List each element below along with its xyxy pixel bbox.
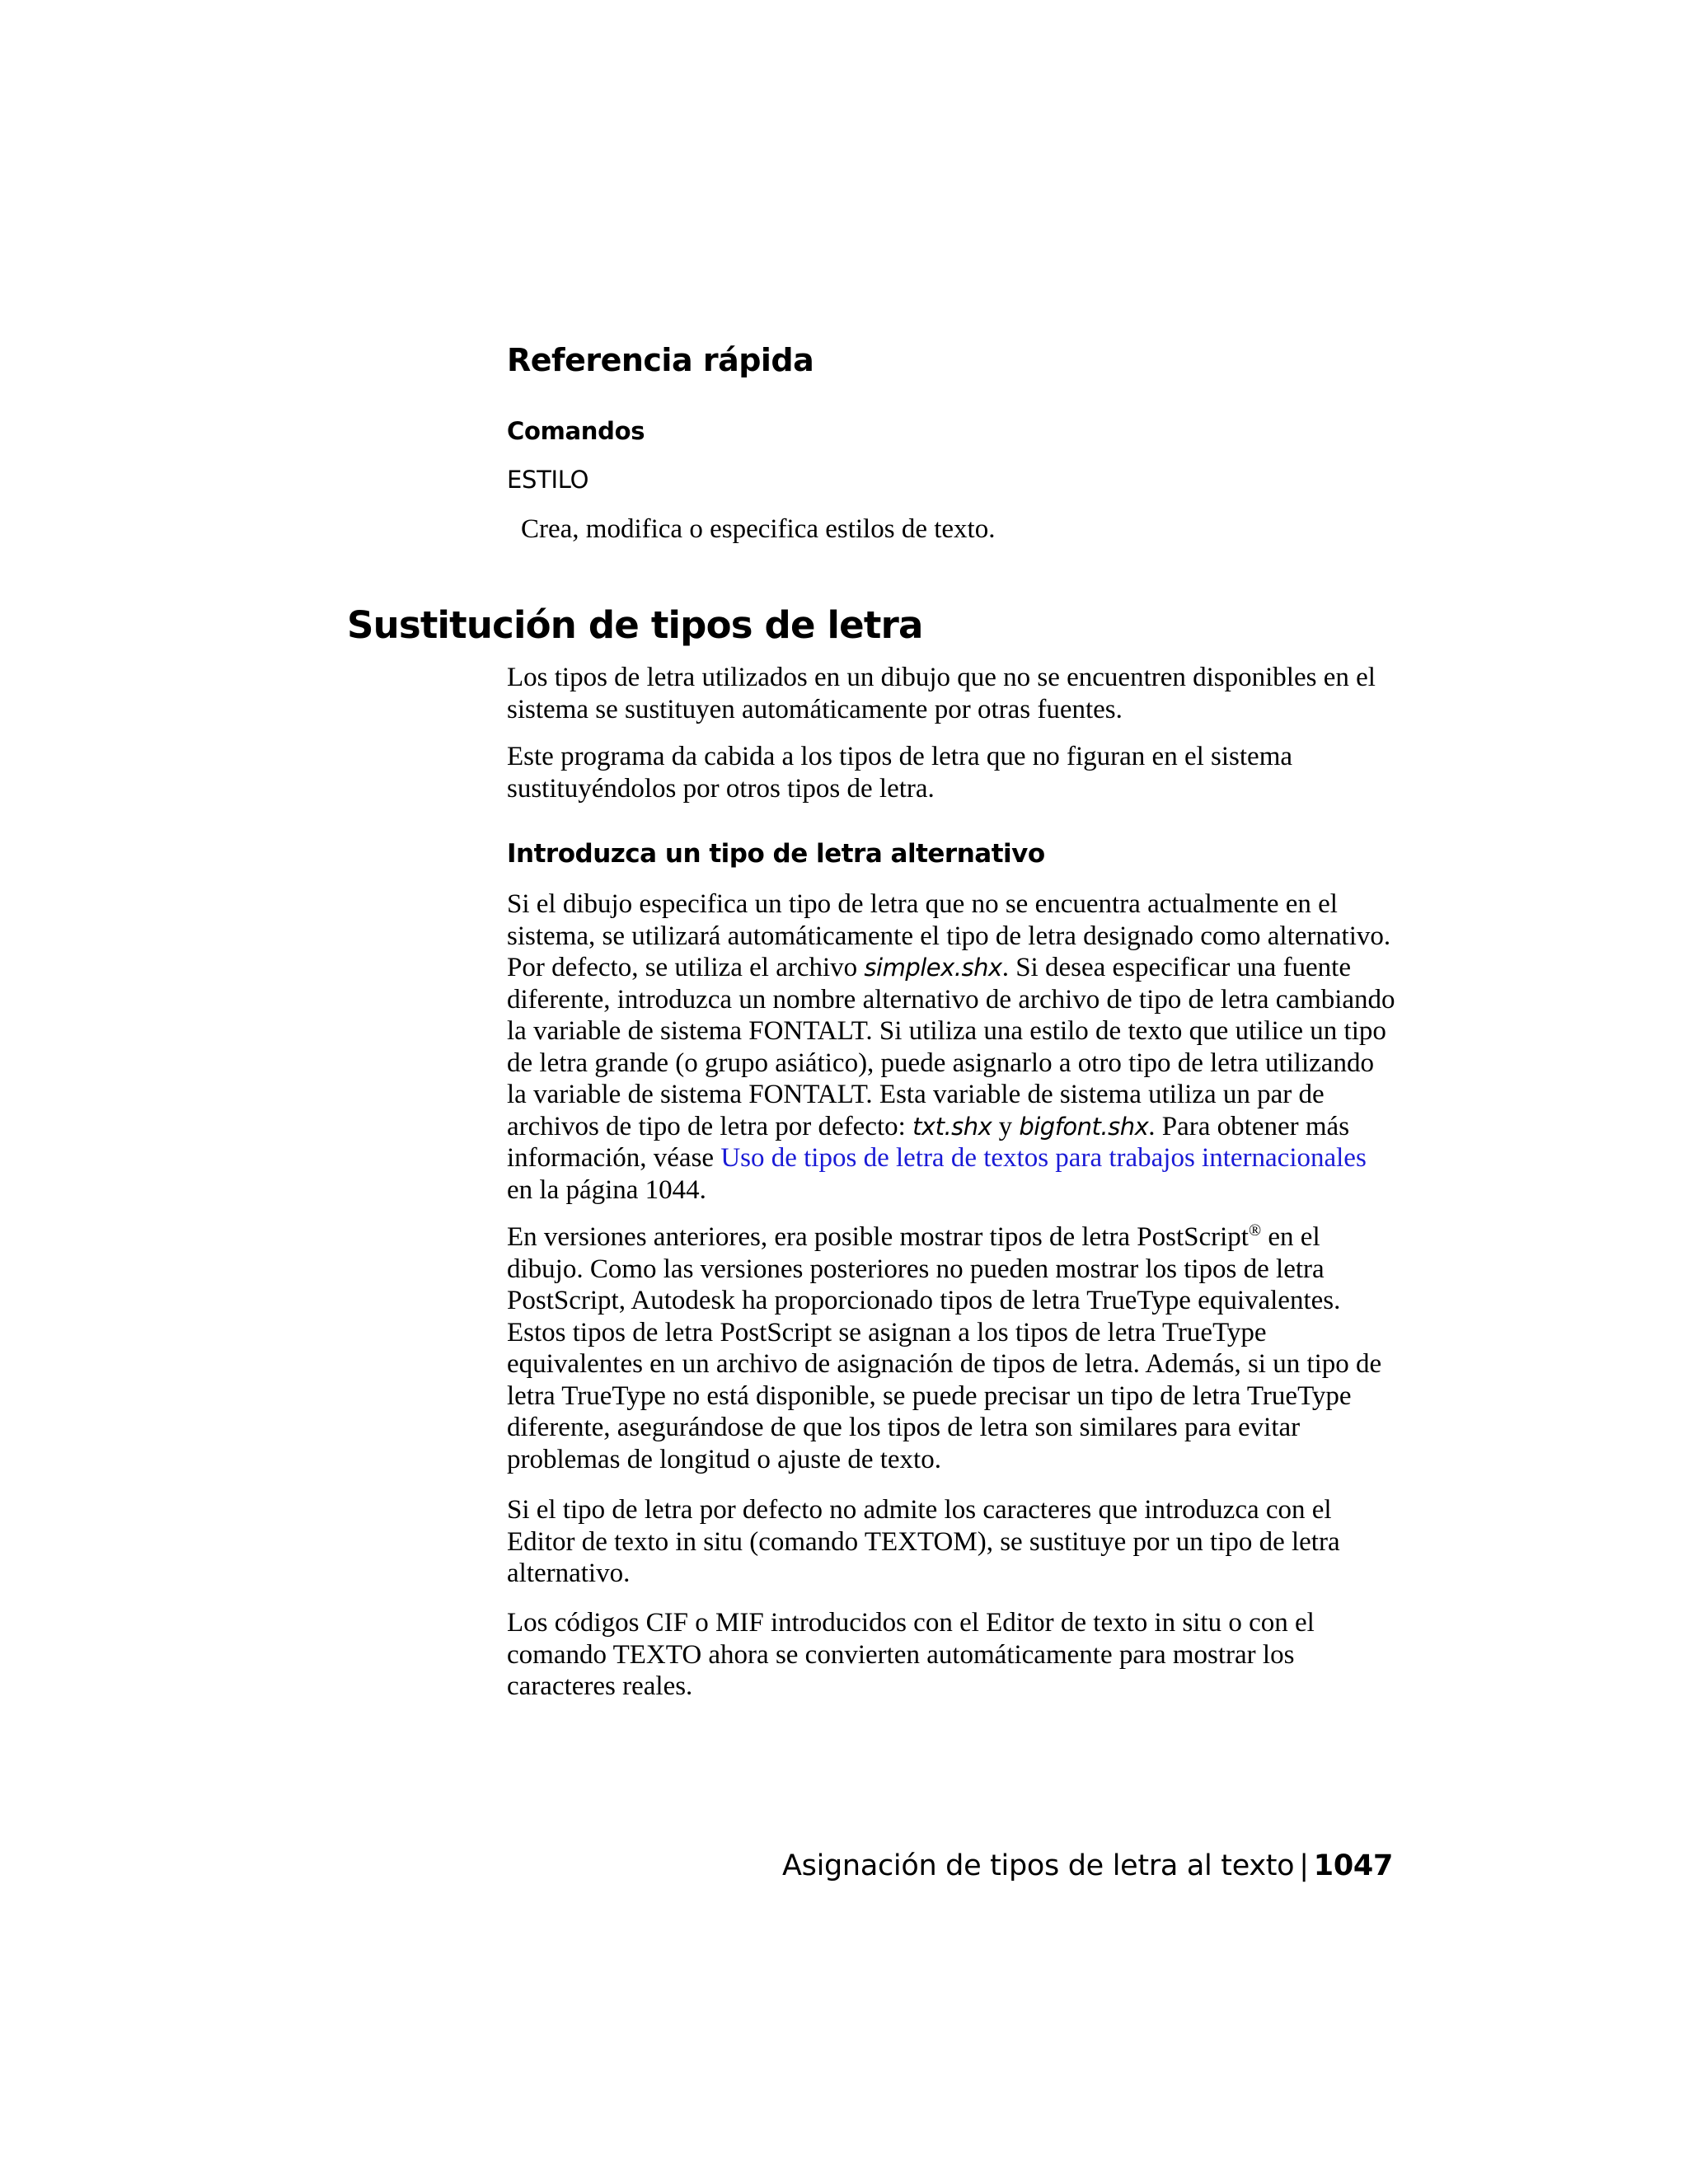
text-run: . Para obtener más información, véase	[507, 1111, 1350, 1173]
cross-reference-link[interactable]: Uso de tipos de letra de textos para trabajos internacionales	[720, 1143, 1367, 1173]
paragraph-intro: Los tipos de letra utilizados en un dibujo que no se encuentren disponibles en el sistema se sustituyen automáticamente por otras fuentes.	[507, 663, 1376, 724]
text-run: . Si desea especificar una fuente diferente, introduzca un nombre alternativo de archivo de tipo de letra cambiando la variable de sistema FONTALT. Si utiliza una estilo de texto que utilice un tipo de letra grande (o grupo asiático), puede asignarlo a otro tipo de letra utilizando la variable de sistema FONTALT. Esta variable de sistema utiliza un par de archivos de tipo de letra por defecto:	[507, 953, 1395, 1141]
page-number: 1047	[1313, 1849, 1393, 1882]
text-run: Si el dibujo especifica un tipo de letra que no se encuentra actualmente en el sistema, se utilizará automáticamente el tipo de letra designado como alternativo. Por defecto, se utiliza el archivo	[507, 889, 1391, 982]
paragraph-alternative-font	[507, 888, 1397, 1206]
command-description: Crea, modifica o especifica estilos de texto.	[521, 514, 996, 544]
paragraph-postscript	[507, 1221, 1397, 1475]
filename-simplex: simplex.shx	[864, 954, 1002, 982]
command-name: ESTILO	[507, 466, 589, 494]
filename-bigfont: bigfont.shx	[1019, 1112, 1149, 1141]
commands-heading: Comandos	[507, 417, 645, 445]
text-run: en el dibujo. Como las versiones posteriores no pueden mostrar los tipos de letra PostScript, Autodesk ha proporcionado tipos de letra TrueType equivalentes. Estos tipos de letra PostScript se asignan a los tipos de letra TrueType equivalentes en un archivo de asignación de tipos de letra. Además, si un tipo de letra TrueType no está disponible, se puede precisar un tipo de letra TrueType diferente, asegurándose de que los tipos de letra son similares para evitar problemas de longitud o ajuste de texto.	[507, 1222, 1382, 1474]
quick-reference-heading: Referencia rápida	[507, 342, 814, 378]
paragraph-support: Este programa da cabida a los tipos de letra que no figuran en el sistema sustituyéndolos por otros tipos de letra.	[507, 742, 1293, 804]
footer-separator: |	[1299, 1849, 1309, 1882]
registered-mark: ®	[1248, 1221, 1262, 1240]
text-run: En versiones anteriores, era posible mostrar tipos de letra PostScript	[507, 1222, 1249, 1252]
footer-chapter-title: Asignación de tipos de letra al texto	[782, 1849, 1295, 1882]
filename-txt: txt.shx	[912, 1112, 992, 1141]
paragraph-default-font: Si el tipo de letra por defecto no admite los caracteres que introduzca con el Editor de texto in situ (comando TEXTOM), se sustituye por un tipo de letra alternativo.	[507, 1495, 1340, 1588]
section-title: Sustitución de tipos de letra	[347, 603, 923, 647]
paragraph-cif-mif: Los códigos CIF o MIF introducidos con el Editor de texto in situ o con el comando TEXTO ahora se convierten automáticamente para mostrar los caracteres reales.	[507, 1608, 1315, 1701]
text-run: y	[992, 1111, 1020, 1141]
subsection-heading: Introduzca un tipo de letra alternativo	[507, 839, 1045, 869]
text-run: en la página 1044.	[507, 1174, 706, 1205]
page-footer	[782, 1849, 1393, 1882]
